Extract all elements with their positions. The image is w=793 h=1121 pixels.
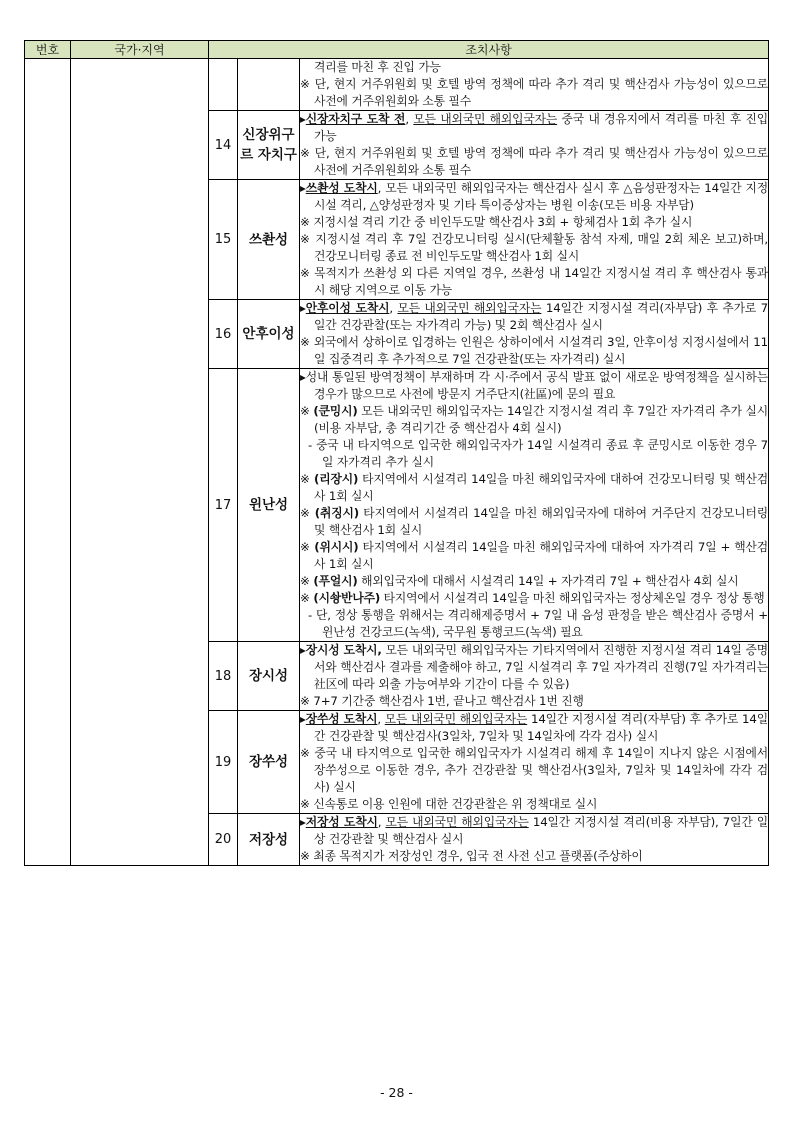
note-mark: ※	[300, 591, 314, 605]
row-region: 저장성	[238, 814, 300, 866]
header-measures: 조치사항	[209, 41, 769, 59]
lead-bold: 쓰촨성 도착시	[305, 181, 378, 195]
row-number: 20	[209, 814, 238, 866]
measure-note: ※ 신속통로 이용 인원에 대한 건강관찰은 위 정책대로 실시	[300, 797, 598, 811]
measure-line: 격리를 마친 후 진입 가능	[314, 60, 441, 74]
header-region: 국가·지역	[71, 41, 209, 59]
row-region	[238, 59, 300, 111]
lead-underline: 모든 내외국민 해외입국자는	[385, 815, 529, 829]
measure-intro: ▸성내 통일된 방역정책이 부재하며 각 시·주에서 공식 발표 없이 새로운 방역정책을 실시하는 경우가 많으므로 사전에 방문지 거주단지(社區)에 문의 필요	[300, 370, 768, 401]
row-region: 쓰촨성	[238, 180, 300, 300]
lead-rest: 중국 내 경유지에서 격리를 마친 후 진입 가능	[314, 112, 769, 143]
row-measures	[300, 59, 769, 111]
note-mark: ※	[300, 472, 314, 486]
measure-lead	[300, 711, 768, 745]
city-measure-line	[300, 590, 768, 607]
measure-note: ※ 단, 현지 거주위원회 및 호텔 방역 정책에 따라 추가 격리 및 핵산검사 가능성이 있으므로 사전에 거주위원회와 소통 필수	[300, 146, 768, 177]
city-name: (취징시)	[314, 506, 359, 520]
lead-bold: 장쑤성 도착시	[305, 712, 378, 726]
table-row	[25, 59, 769, 111]
row-number: 15	[209, 180, 238, 300]
header-number: 번호	[25, 41, 71, 59]
city-measure-line	[300, 573, 768, 590]
arrow-icon: ▸	[300, 301, 306, 315]
city-name: (쿤밍시)	[313, 404, 358, 418]
city-measure-line	[300, 403, 768, 437]
row-number: 19	[209, 711, 238, 814]
lead-rest: 모든 내외국민 해외입국자는 기타지역에서 진행한 지정시설 격리 14일 증명서와 핵산검사 결과를 제출해야 하고, 7일 시설격리 후 7일 자가격리 진행(7일 자가격리는 社区에 따라 외출 가능여부와 기간이 다를 수 있음)	[314, 643, 768, 691]
arrow-icon: ▸	[300, 643, 306, 657]
lead-rest: 14일간 지정시설 격리(자부담) 후 추가로 7일간 건강관찰(또는 자가격리 가능) 및 2회 핵산검사 실시	[314, 301, 768, 332]
measure-note: ※ 목적지가 쓰촨성 외 다른 지역일 경우, 쓰촨성 내 14일간 지정시설 격리 후 핵산검사 통과시 해당 지역으로 이동 가능	[300, 266, 768, 297]
measure-note: ※ 중국 내 타지역으로 입국한 해외입국자가 시설격리 해제 후 14일이 지나지 않은 시점에서 장쑤성으로 이동한 경우, 추가 건강관찰 및 핵산검사(3일차, 7일차 및 14일차에 각각 검사) 실시	[300, 746, 768, 794]
arrow-icon: ▸	[300, 181, 306, 195]
lead-rest: , 모든 내외국민 해외입국자는 핵산검사 실시 후 △음성판정자는 14일간 지정시설 격리, △양성판정자 및 기타 특이증상자는 병원 이송(모든 비용 자부담)	[314, 181, 768, 212]
city-measure-line	[300, 471, 768, 505]
measure-note: ※ 7+7 기간중 핵산검사 1번, 끝나고 핵산검사 1번 진행	[300, 694, 584, 708]
row-number: 17	[209, 369, 238, 642]
note-mark: ※	[300, 404, 314, 418]
city-name: (시솽반나주)	[313, 591, 381, 605]
lead-bold: 장시성 도착시,	[305, 643, 382, 657]
row-region: 장쑤성	[238, 711, 300, 814]
row-number: 16	[209, 300, 238, 369]
arrow-icon: ▸	[300, 815, 306, 829]
city-measure-text: - 중국 내 타지역으로 입국한 해외입국자가 14일 시설격리 종료 후 쿤밍시로 이동한 경우 7일 자가격리 추가 실시	[308, 438, 768, 469]
city-measure-line	[300, 539, 768, 573]
lead-sep: ,	[405, 112, 414, 126]
sub-measure-line	[300, 607, 768, 641]
measure-lead	[300, 642, 768, 693]
lead-bold: 안후이성 도착시	[305, 301, 390, 315]
lead-bold: 저장성 도착시	[305, 815, 378, 829]
row-measures	[300, 814, 769, 866]
outer-number-cell	[25, 59, 71, 866]
row-number: 14	[209, 111, 238, 180]
row-measures	[300, 711, 769, 814]
row-region: 윈난성	[238, 369, 300, 642]
outer-region-cell	[71, 59, 209, 866]
city-measure-list	[300, 403, 768, 641]
row-measures	[300, 111, 769, 180]
note-mark: ※	[300, 506, 315, 520]
row-region: 신장위구르 자치구	[238, 111, 300, 180]
measure-lead	[300, 180, 768, 214]
row-number: 18	[209, 642, 238, 711]
row-measures	[300, 300, 769, 369]
measure-note: ※ 최종 목적지가 저장성인 경우, 입국 전 사전 신고 플랫폼(주상하이	[300, 849, 643, 863]
measures-table	[24, 40, 769, 866]
city-measure-text: - 단, 정상 통행을 위해서는 격리해제증명서 + 7일 내 음성 판정을 받은 핵산검사 증명서 + 윈난성 건강코드(녹색), 국무원 통행코드(녹색) 필요	[308, 608, 768, 639]
measure-lead	[300, 814, 768, 848]
page-number: - 28 -	[380, 1085, 413, 1100]
lead-sep: ,	[377, 712, 385, 726]
city-measure-text: 타지역에서 시설격리 14일을 마친 해외입국자에 대하여 건강모니터링 및 핵산검사 1회 실시	[314, 472, 768, 503]
row-measures	[300, 369, 769, 642]
row-region: 안후이성	[238, 300, 300, 369]
row-measures	[300, 180, 769, 300]
lead-rest: 14일간 지정시설 격리(비용 자부담), 7일간 일상 건강관찰 및 핵산검사 실시	[314, 815, 768, 846]
measure-note: ※ 지정시설 격리 기간 중 비인두도말 핵산검사 3회 + 항체검사 1회 추가 실시	[300, 215, 693, 229]
city-measure-text: 타지역에서 시설격리 14일을 마친 해외입국자에 대하여 거주단지 건강모니터링 및 핵산검사 1회 실시	[314, 506, 768, 537]
lead-sep: ,	[377, 815, 386, 829]
city-measure-text: 해외입국자에 대해서 시설격리 14일 + 자가격리 7일 + 핵산검사 4회 실시	[357, 574, 739, 588]
lead-rest: 14일간 지정시설 격리(자부담) 후 추가로 14일간 건강관찰 및 핵산검사(3일차, 7일차 및 14일차에 각각 검사) 실시	[314, 712, 768, 743]
measure-note: ※ 단, 현지 거주위원회 및 호텔 방역 정책에 따라 추가 격리 및 핵산검사 가능성이 있으므로 사전에 거주위원회와 소통 필수	[300, 77, 768, 108]
city-name: (푸얼시)	[313, 574, 358, 588]
lead-underline: 모든 내외국민 해외입국자는	[384, 712, 528, 726]
city-measure-text: 타지역에서 시설격리 14일을 마친 해외입국자에 대하여 자가격리 7일 + 핵산검사 1회 실시	[314, 540, 768, 571]
measure-note: ※ 외국에서 상하이로 입경하는 인원은 상하이에서 시설격리 3일, 안후이성 지정시설에서 11일 집중격리 후 추가적으로 7일 건강관찰(또는 자가격리) 실시	[300, 335, 768, 366]
city-name: (위시시)	[314, 540, 359, 554]
note-mark: ※	[300, 574, 314, 588]
city-measure-text: 모든 내외국민 해외입국자는 14일간 지정시설 격리 후 7일간 자가격리 추가 실시(비용 자부담, 총 격리기간 중 핵산검사 4회 실시)	[314, 404, 768, 435]
measure-lead	[300, 111, 768, 145]
measure-note: ※ 지정시설 격리 후 7일 건강모니터링 실시(단체활동 참석 자제, 매일 2회 체온 보고)하며, 건강모니터링 종료 전 비인두도말 핵산검사 1회 실시	[300, 232, 768, 263]
measure-lead	[300, 300, 768, 334]
row-region: 장시성	[238, 642, 300, 711]
sub-measure-line	[300, 437, 768, 471]
row-measures	[300, 642, 769, 711]
lead-sep: ,	[389, 301, 398, 315]
city-measure-text: 타지역에서 시설격리 14일을 마친 해외입국자는 정상체온일 경우 정상 통행	[380, 591, 765, 605]
city-name: (리장시)	[313, 472, 359, 486]
arrow-icon: ▸	[300, 112, 306, 126]
lead-underline: 모든 내외국민 해외입국자는	[397, 301, 542, 315]
city-measure-line	[300, 505, 768, 539]
arrow-icon: ▸	[300, 712, 306, 726]
note-mark: ※	[300, 540, 315, 554]
lead-underline: 모든 내외국민 해외입국자는	[413, 112, 558, 126]
lead-bold: 신장자치구 도착 전	[305, 112, 406, 126]
row-number	[209, 59, 238, 111]
